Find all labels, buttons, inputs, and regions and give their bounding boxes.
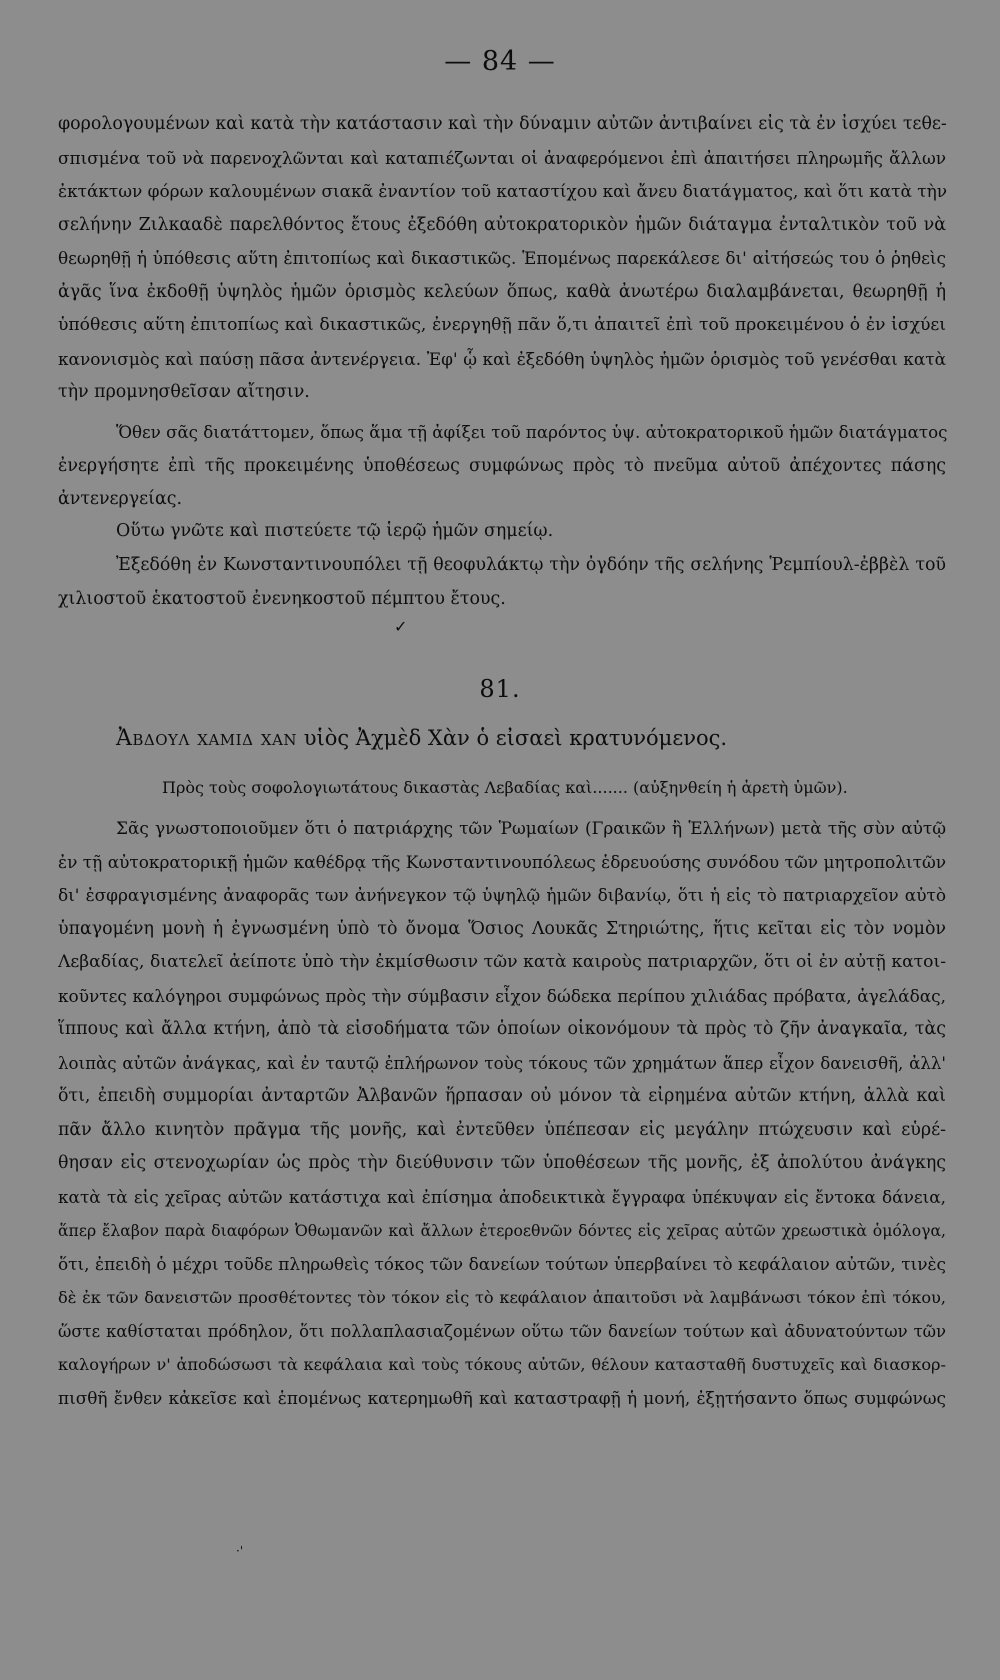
text-line: θησαν εἰς στενοχωρίαν ὡς πρὸς τὴν διεύθυνσιν τῶν ὑποθέσεων τῆς μονῆς, ἐξ ἀπολύτου ἀνάγκης — [58, 1153, 946, 1173]
text-line: ἅπερ ἔλαβον παρὰ διαφόρων Ὀθωμανῶν καὶ ἄλλων ἑτεροεθνῶν δόντες εἰς χεῖρας αὐτῶν χρεωστικὰ ὁμόλογα, — [58, 1221, 946, 1240]
text-line: ἐν τῇ αὐτοκρατορικῇ ἡμῶν καθέδρᾳ τῆς Κωνσταντινουπόλεως ἑδρευούσης συνόδου τῶν μητροπολιτῶν — [58, 851, 946, 872]
text-line: κατὰ τὰ εἰς χεῖρας αὐτῶν κατάστιχα καὶ ἐπίσημα ἀποδεικτικὰ ἔγγραφα ὑπέκυψαν εἰς ἔντοκα δάνεια, — [58, 1186, 946, 1207]
text-line: ἵππους καὶ ἄλλα κτήνη, ἀπὸ τὰ εἰσοδήματα τῶν ὁποίων οἰκονόμουν τὰ πρὸς τὸ ζῆν ἀναγκαῖα, τὰς — [58, 1019, 946, 1039]
text-line: σπισμένα τοῦ νὰ παρενοχλῶνται καὶ καταπιέζωνται οἱ ἀναφερόμενοι ἐπὶ ἀπαιτήσει πληρωμῆς ἄλλων — [58, 147, 946, 168]
text-line: φορολογουμένων καὶ κατὰ τὴν κατάστασιν καὶ τὴν δύναμιν αὐτῶν ἀντιβαίνει εἰς τὰ ἐν ἰσχύει τεθε- — [58, 114, 947, 134]
closing-formula — [58, 515, 946, 549]
text-line: Οὕτω γνῶτε καὶ πιστεύετε τῷ ἱερῷ ἡμῶν σημείῳ. — [116, 521, 554, 541]
text-line: Σᾶς γνωστοποιοῦμεν ὅτι ὁ πατριάρχης τῶν Ῥωμαίων (Γραικῶν ἢ Ἑλλήνων) μετὰ τῆς σὺν αὐτῷ — [116, 818, 946, 838]
text-line: πᾶν ἄλλο κινητὸν πρᾶγμα τῆς μονῆς, καὶ ἐντεῦθεν ὑπέπεσαν εἰς μεγάλην πτώχευσιν καὶ εὑρέ- — [58, 1119, 946, 1140]
body-paragraph — [58, 812, 946, 1415]
text-line: θεωρηθῇ ἡ ὑπόθεσις αὕτη ἐπιτοπίως καὶ δικαστικῶς. Ἑπομένως παρεκάλεσε δι' αἰτήσεώς του ὁ ῥηθεὶς — [58, 248, 946, 268]
text-line: λοιπὰς αὐτῶν ἀνάγκας, καὶ ἐν ταυτῷ ἐπλήρωνον τοὺς τόκους τῶν χρημάτων ἅπερ εἶχον δανεισθῆ, ἀλλ' — [58, 1053, 946, 1073]
heading-caps: Ἀβδουλ χαμιδ χαν — [116, 726, 298, 751]
text-line: δι' ἐσφραγισμένης ἀναφορᾶς των ἀνήνεγκον τῷ ὑψηλῷ ἡμῶν διβανίῳ, ὅτι ἡ εἰς τὸ πατριαρχεῖον αὐτὸ — [58, 885, 946, 905]
continued-paragraph — [58, 108, 946, 410]
text-line: σελήνην Ζιλκααδὲ παρελθόντος ἔτους ἐξεδόθη αὐτοκρατορικὸν ἡμῶν διάταγμα ἐνταλτικὸν τοῦ νὰ — [58, 214, 946, 235]
text-line: χιλιοστοῦ ἑκατοστοῦ ἐνενηκοστοῦ πέμπτου ἔτους. — [58, 588, 506, 609]
text-line: ἐνεργήσητε ἐπὶ τῆς προκειμένης ὑποθέσεως συμφώνως πρὸς τὸ πνεῦμα αὐτοῦ ἀπέχοντες πάσης — [58, 455, 946, 476]
text-line: κανονισμὸς καὶ παύσῃ πᾶσα ἀντενέργεια. Ἐφ' ᾧ καὶ ἐξεδόθη ὑψηλὸς ἡμῶν ὁρισμὸς τοῦ γενέσθαι κατὰ — [58, 348, 946, 369]
text-line: Ἐξεδόθη ἐν Κωνσταντινουπόλει τῇ θεοφυλάκτῳ τὴν ὀγδόην τῆς σελήνης Ῥεμπίουλ-ἐββὲλ τοῦ — [116, 555, 946, 575]
text-line: Λεβαδίας, διατελεῖ ἀείποτε ὑπὸ τὴν ἐκμίσθωσιν τῶν κατὰ καιροὺς πατριαρχῶν, ὅτι οἱ ἐν αὐτῇ κατοι- — [58, 952, 946, 972]
text-line: κοῦντες καλόγηροι συμφώνως πρὸς τὴν σύμβασιν εἶχον δώδεκα περίπου χιλιάδας πρόβατα, ἀγελάδας, — [58, 985, 946, 1006]
order-paragraph — [58, 416, 946, 517]
address-line: Πρὸς τοὺς σοφολογιωτάτους δικαστὰς Λεβαδίας καὶ....... (αὐξηνθείη ἡ ἀρετὴ ὑμῶν). — [162, 778, 848, 797]
text-line: δὲ ἐκ τῶν δανειστῶν προσθέτοντες τὸν τόκον εἰς τὸ κεφάλαιον ἀπαιτοῦσι νὰ λαμβάνωσι τόκον ἐπὶ τόκου, — [58, 1288, 946, 1307]
text-line: ἀντενεργείας. — [58, 489, 182, 509]
document-heading — [116, 723, 946, 754]
text-line: ὑπαγομένη μονὴ ἡ ἐγνωσμένη ὑπὸ τὸ ὄνομα Ὅσιος Λουκᾶς Στηριώτης, ἥτις κεῖται εἰς τὸν νομὸν — [58, 918, 946, 939]
text-line: ἀγᾶς ἵνα ἐκδοθῇ ὑψηλὸς ἡμῶν ὁρισμὸς κελεύων ὅπως, καθὰ ἀνωτέρω διαλαμβάνεται, θεωρηθῇ ἡ — [58, 281, 946, 302]
text-line: τὴν προμνησθεῖσαν αἴτησιν. — [58, 382, 310, 402]
check-mark: ✓ — [394, 617, 408, 636]
page-number: — 84 — — [444, 46, 556, 77]
text-line: πισθῆ ἔνθεν κἀκεῖσε καὶ ἑπομένως κατερημωθῆ καὶ καταστραφῇ ἡ μονή, ἐξῃτήσαντο ὅπως συμφώνως — [58, 1387, 946, 1408]
text-line: ὅτι, ἐπειδὴ ὁ μέχρι τοῦδε πληρωθεὶς τόκος τῶν δανείων τούτων ὑπερβαίνει τὸ κεφάλαιον αὐτῶν, τινὲς — [58, 1253, 946, 1274]
text-line: ἐκτάκτων φόρων καλουμένων σιακᾶ ἐναντίον τοῦ καταστίχου καὶ ἄνευ διατάγματος, καὶ ὅτι κατὰ τὴν — [58, 181, 948, 201]
text-line: ὥστε καθίσταται πρόδηλον, ὅτι πολλαπλασιαζομένων οὕτω τῶν δανείων τούτων καὶ ἀδυνατούντων τῶν — [58, 1321, 946, 1341]
heading-rest: υἱὸς Ἀχμὲδ Χὰν ὁ εἰσαεὶ κρατυνόμενος. — [297, 726, 728, 750]
text-line: ὑπόθεσις αὕτη ἐπιτοπίως καὶ δικαστικῶς, ἐνεργηθῇ πᾶν ὅ,τι ἀπαιτεῖ ἐπὶ τοῦ προκειμένου ὁ ἐν ἰσχύει — [58, 315, 946, 335]
stray-mark: ·' — [236, 1544, 244, 1558]
text-line: ὅτι, ἐπειδὴ συμμορίαι ἀνταρτῶν Ἀλβανῶν ἥρπασαν οὐ μόνον τὰ εἰρημένα αὐτῶν κτήνη, ἀλλὰ καὶ — [58, 1086, 946, 1106]
text-line: Ὅθεν σᾶς διατάττομεν, ὅπως ἅμα τῇ ἀφίξει τοῦ παρόντος ὑψ. αὐτοκρατορικοῦ ἡμῶν διατάγματος — [116, 423, 948, 442]
dating-paragraph — [58, 549, 946, 616]
document-number: 81. — [479, 675, 521, 703]
text-line: καλογήρων ν' ἀποδώσωσι τὰ κεφάλαια καὶ τοὺς τόκους αὐτῶν, θέλουν κατασταθῆ δυστυχεῖς καὶ διασκορ- — [58, 1355, 946, 1374]
